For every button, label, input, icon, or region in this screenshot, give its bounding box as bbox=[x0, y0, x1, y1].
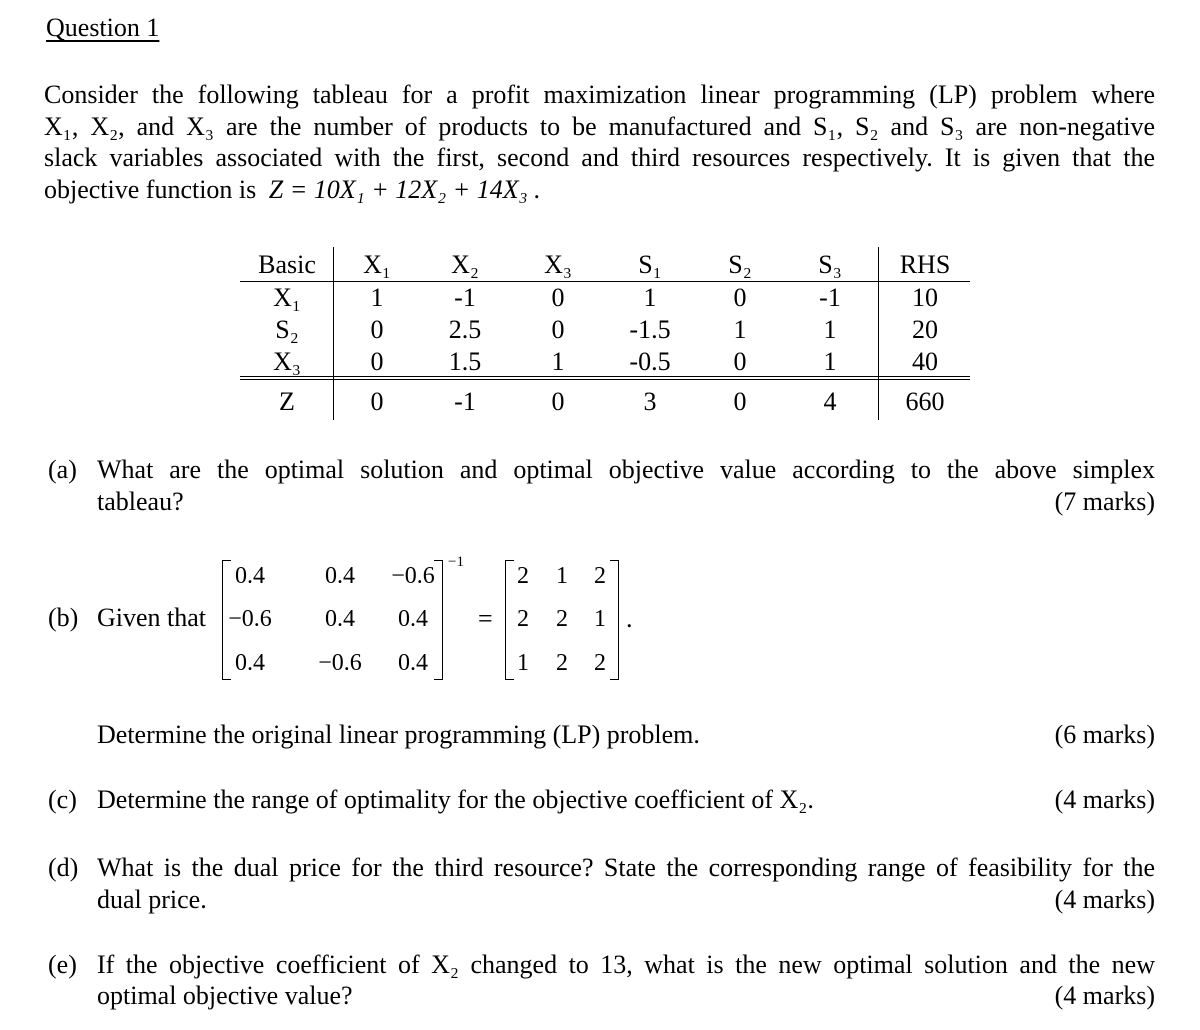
question-b-label: (b) bbox=[48, 603, 79, 632]
matrix-a-cell: −0.6 bbox=[391, 563, 435, 589]
question-a-text: What are the optimal solution and optimal objective value according to the above simplex bbox=[97, 455, 1155, 484]
tableau-header-cell: S₁ bbox=[638, 250, 662, 279]
question-c-marks: (4 marks) bbox=[1054, 785, 1155, 814]
tableau-header-cell: S₂ bbox=[728, 250, 752, 279]
tableau-cell: 20 bbox=[912, 315, 938, 344]
tableau-cell: 1 bbox=[551, 347, 565, 376]
matrix-a-left-bracket bbox=[222, 560, 231, 680]
tableau-cell: -0.5 bbox=[629, 347, 671, 376]
equals-sign: = bbox=[478, 604, 493, 633]
tableau-basic-divider bbox=[333, 247, 334, 420]
inverse-exponent: −1 bbox=[448, 554, 464, 570]
tableau-cell: 0 bbox=[551, 283, 565, 312]
question-e-text-2: optimal objective value? bbox=[97, 981, 353, 1010]
tableau-cell: 0 bbox=[733, 283, 747, 312]
matrix-a-cell: 0.4 bbox=[325, 606, 355, 632]
tableau-cell: 10 bbox=[912, 283, 938, 312]
tableau-cell: 1 bbox=[643, 283, 657, 312]
tableau-cell: 0 bbox=[370, 387, 384, 416]
period: . bbox=[626, 604, 633, 633]
tableau-cell: -1 bbox=[454, 283, 476, 312]
tableau-cell: 0 bbox=[370, 347, 384, 376]
question-d-label: (d) bbox=[48, 853, 79, 882]
matrix-b-right-bracket bbox=[610, 560, 619, 680]
tableau-header-cell: X₃ bbox=[544, 250, 572, 279]
matrix-a-cell: 0.4 bbox=[398, 606, 428, 632]
tableau-cell: 0 bbox=[370, 315, 384, 344]
question-c-text: Determine the range of optimality for the objective coefficient of X₂. bbox=[97, 785, 814, 814]
tableau-header-cell: X₁ bbox=[363, 250, 391, 279]
matrix-a-cell: −0.6 bbox=[228, 606, 272, 632]
intro-line: X₁, X₂, and X₃ are the number of products to be manufactured and S₁, S₂ and S₃ are non-negative bbox=[44, 112, 1155, 141]
intro-line bbox=[44, 174, 541, 206]
question-d-marks: (4 marks) bbox=[1054, 885, 1155, 914]
tableau-cell: 1 bbox=[823, 347, 837, 376]
question-b-text: Determine the original linear programming (LP) problem. bbox=[97, 720, 700, 749]
matrix-a-cell: 0.4 bbox=[235, 650, 265, 676]
tableau-cell: 4 bbox=[823, 387, 837, 416]
intro-line: Consider the following tableau for a profit maximization linear programming (LP) problem where bbox=[44, 80, 1155, 109]
tableau-cell: 0 bbox=[551, 387, 565, 416]
tableau-cell: -1 bbox=[454, 387, 476, 416]
question-b-lead: Given that bbox=[97, 603, 207, 632]
matrix-b-cell: 2 bbox=[556, 606, 568, 632]
tableau-basic-cell: S₂ bbox=[275, 315, 299, 344]
question-a-marks: (7 marks) bbox=[1054, 487, 1155, 516]
tableau-cell: 1 bbox=[733, 315, 747, 344]
question-a-label: (a) bbox=[48, 455, 77, 484]
tableau-basic-cell: Z bbox=[279, 387, 295, 416]
matrix-b-cell: 2 bbox=[517, 606, 529, 632]
question-e-label: (e) bbox=[48, 950, 77, 979]
tableau-cell: 0 bbox=[733, 347, 747, 376]
matrix-b-cell: 2 bbox=[594, 563, 606, 589]
objective-function: Z = 10X₁ + 12X₂ + 14X₃ . bbox=[268, 175, 541, 204]
matrix-b-cell: 2 bbox=[517, 563, 529, 589]
tableau-cell: 1.5 bbox=[448, 347, 482, 376]
matrix-b-cell: 1 bbox=[517, 650, 529, 676]
matrix-a-cell: −0.6 bbox=[318, 650, 362, 676]
tableau-cell: 40 bbox=[912, 347, 938, 376]
tableau-cell: 1 bbox=[370, 283, 384, 312]
tableau-cell: 0 bbox=[733, 387, 747, 416]
tableau-cell: 3 bbox=[643, 387, 657, 416]
intro-last-text: objective function is bbox=[44, 175, 257, 204]
matrix-b-cell: 1 bbox=[556, 563, 568, 589]
tableau-cell: -1 bbox=[819, 283, 841, 312]
tableau-header-divider bbox=[240, 281, 970, 282]
matrix-a-cell: 0.4 bbox=[325, 563, 355, 589]
tableau-cell: 1 bbox=[823, 315, 837, 344]
tableau-cell: -1.5 bbox=[629, 315, 671, 344]
matrix-b-left-bracket bbox=[505, 560, 514, 680]
tableau-z-divider bbox=[240, 376, 970, 377]
question-e-text: If the objective coefficient of X₂ changed to 13, what is the new optimal solution and the new bbox=[97, 950, 1155, 979]
tableau-cell: 660 bbox=[905, 387, 945, 416]
question-d-text: What is the dual price for the third resource? State the corresponding range of feasibility for the bbox=[97, 853, 1155, 882]
matrix-a-cell: 0.4 bbox=[235, 563, 265, 589]
tableau-rhs-divider bbox=[878, 247, 879, 420]
matrix-a-right-bracket bbox=[434, 560, 443, 680]
tableau-z-divider bbox=[240, 379, 970, 380]
tableau-header-cell: S₃ bbox=[818, 250, 842, 279]
question-d-text-2: dual price. bbox=[97, 885, 207, 914]
tableau-basic-cell: X₁ bbox=[273, 283, 301, 312]
tableau-cell: 2.5 bbox=[448, 315, 482, 344]
tableau-basic-cell: X₃ bbox=[273, 347, 301, 376]
matrix-b-cell: 2 bbox=[556, 650, 568, 676]
tableau-header-cell: RHS bbox=[899, 250, 951, 279]
question-title: Question 1 bbox=[46, 13, 160, 42]
question-a-text-2: tableau? bbox=[97, 487, 184, 516]
matrix-b-cell: 2 bbox=[594, 650, 606, 676]
question-c-label: (c) bbox=[48, 785, 77, 814]
question-b-marks: (6 marks) bbox=[1054, 720, 1155, 749]
question-e-marks: (4 marks) bbox=[1054, 981, 1155, 1010]
tableau-cell: 0 bbox=[551, 315, 565, 344]
matrix-a-cell: 0.4 bbox=[398, 650, 428, 676]
tableau-header-cell: Basic bbox=[258, 250, 316, 279]
matrix-b-cell: 1 bbox=[594, 606, 606, 632]
intro-line: slack variables associated with the first, second and third resources respectively. It is given that the bbox=[44, 143, 1155, 172]
tableau-header-cell: X₂ bbox=[451, 250, 479, 279]
